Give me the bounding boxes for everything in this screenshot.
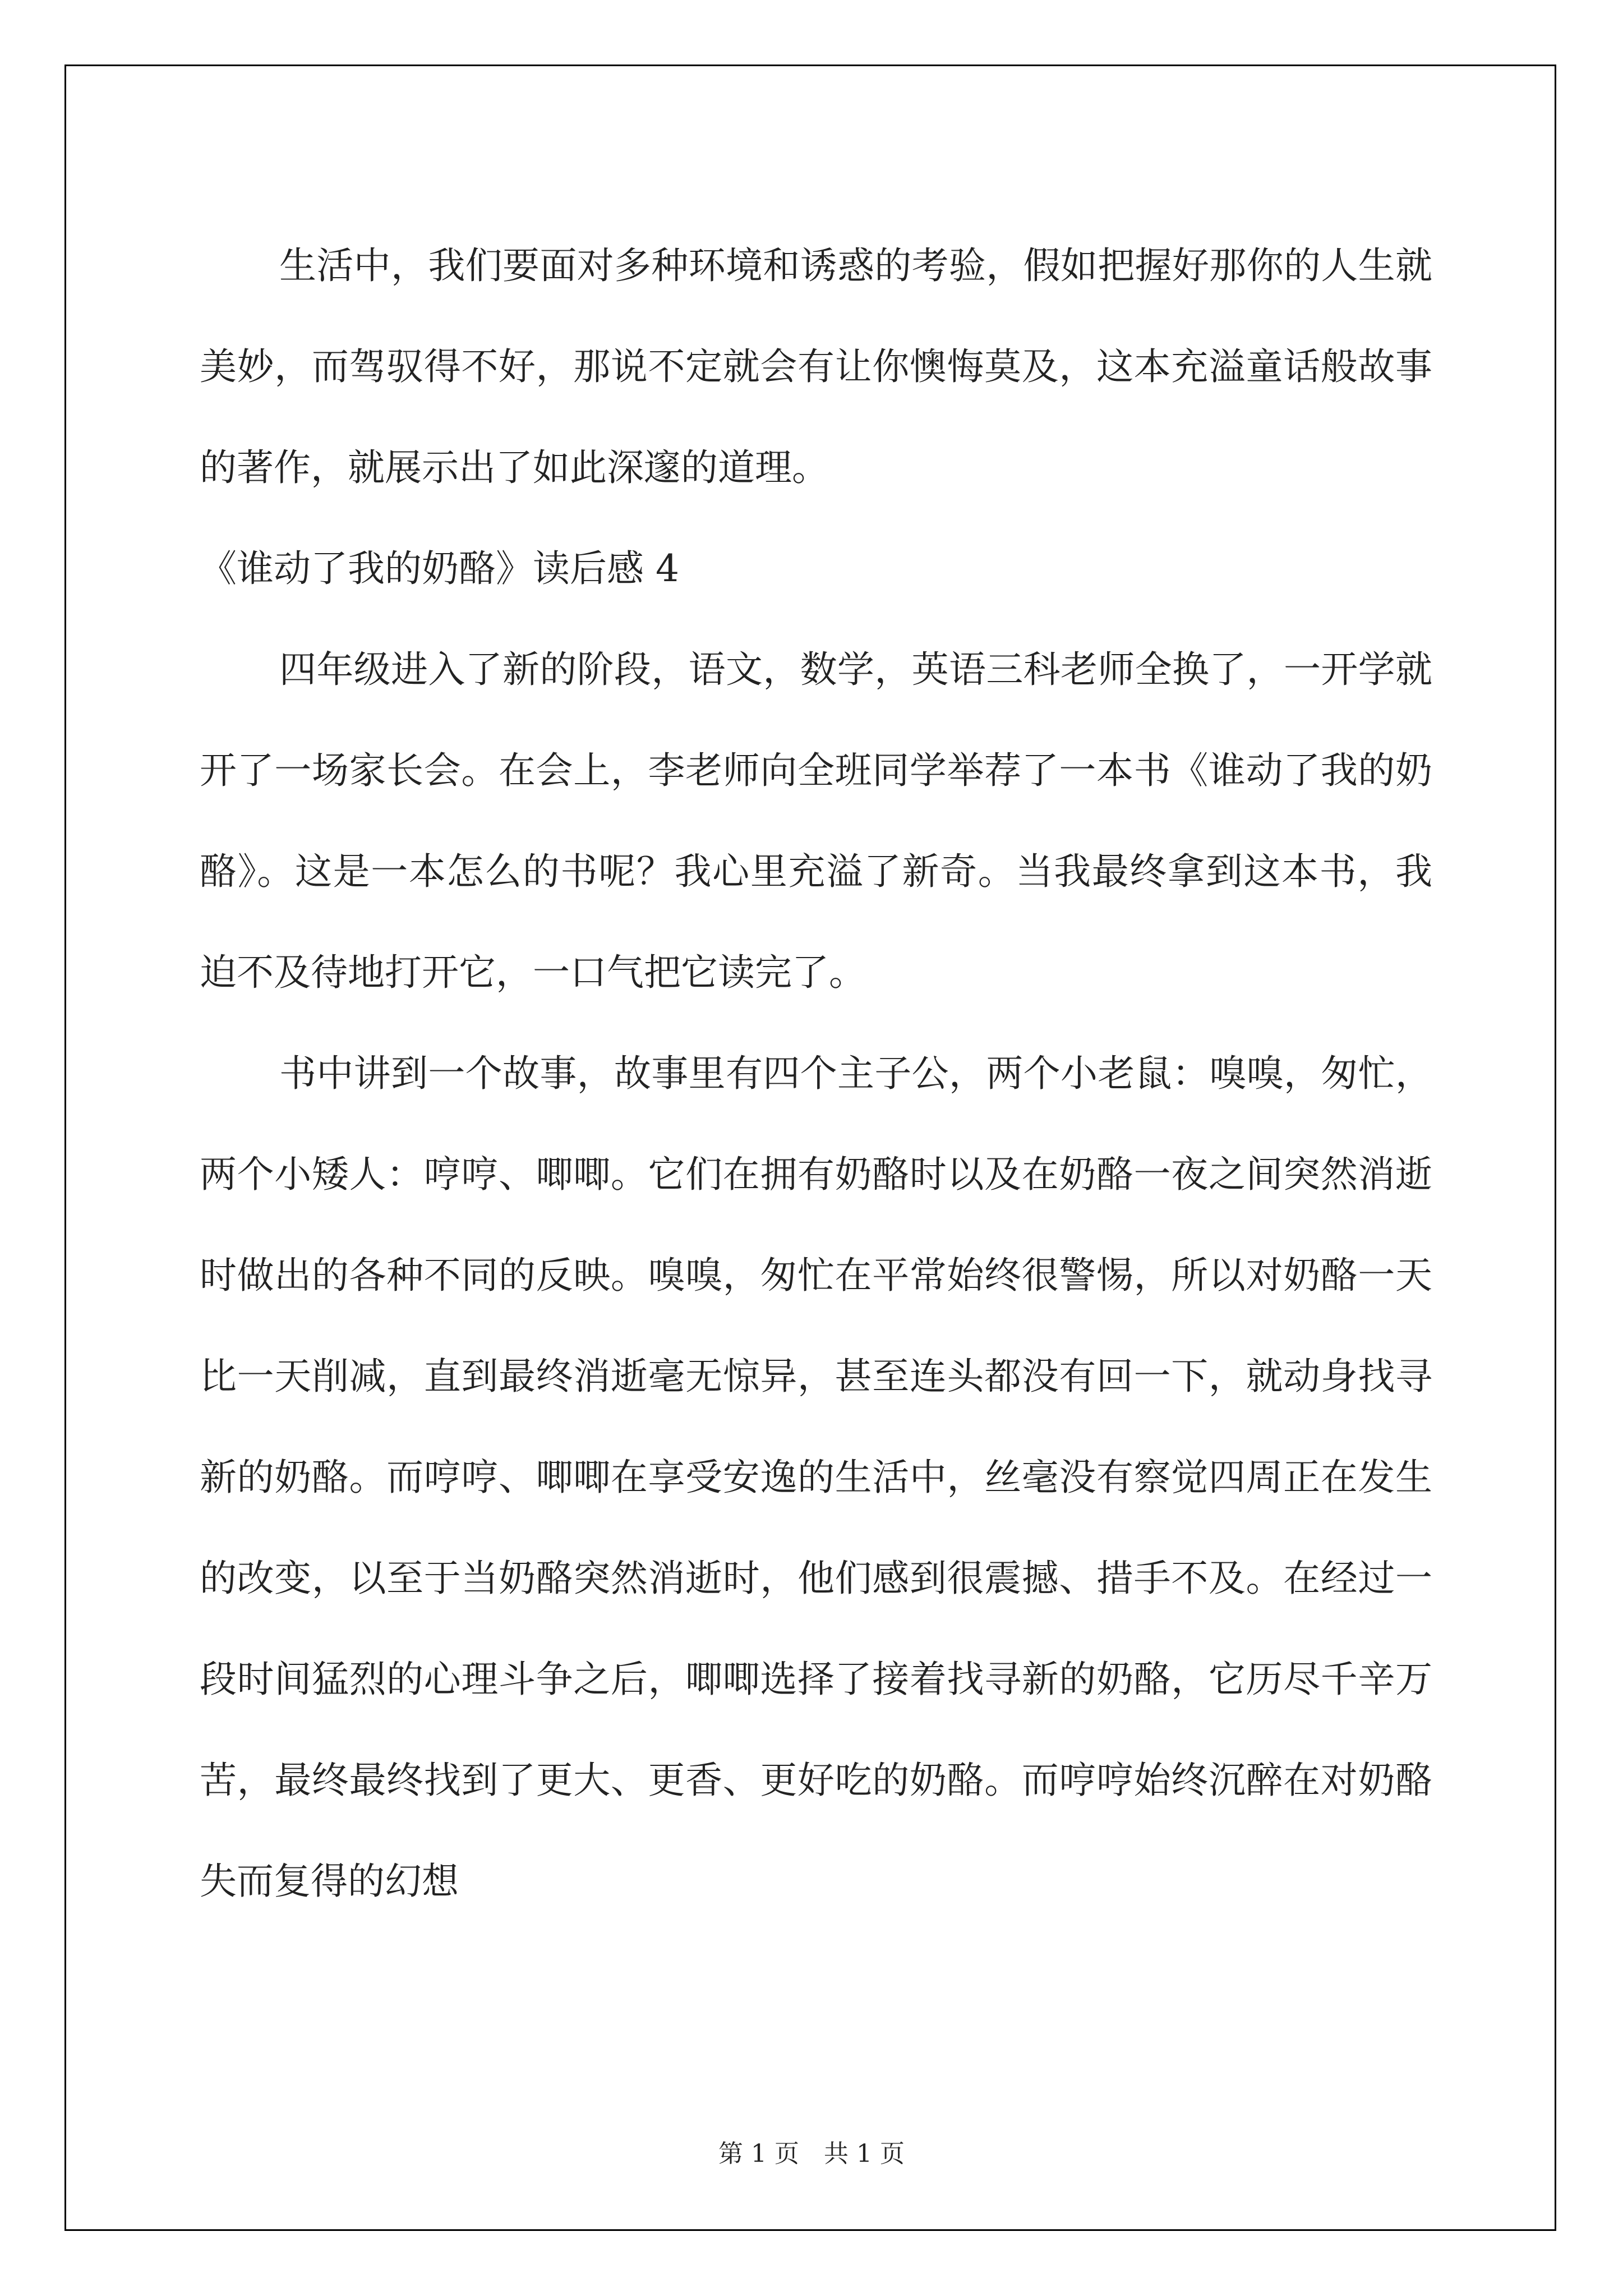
paragraph: 书中讲到一个故事，故事里有四个主子公，两个小老鼠：嗅嗅，匆忙，两个小矮人：哼哼、唧唧。它们在拥有奶酪时以及在奶酪一夜之间突然消逝时做出的各种不同的反映。嗅嗅，匆忙在平常始终很警惕，所以对奶酪一天比一天削减，直到最终消逝毫无惊异，甚至连头都没有回一下，就动身找寻新的奶酪。而哼哼、唧唧在享受安逸的生活中，丝毫没有察觉四周正在发生的改变，以至于当奶酪突然消逝时，他们感到很震撼、措手不及。在经过一段时间猛烈的心理斗争之后，唧唧选择了接着找寻新的奶酪，它历尽千辛万苦，最终最终找到了更大、更香、更好吃的奶酪。而哼哼始终沉醉在对奶酪失而复得的幻想 xyxy=(200,1052,1432,1903)
paragraph: 生活中，我们要面对多种环境和诱惑的考验，假如把握好那你的人生就美妙，而驾驭得不好，那说不定就会有让你懊悔莫及，这本充溢童话般故事的著作，就展示出了如此深邃的道理。 xyxy=(200,244,1432,489)
section-heading: 《谁动了我的奶酪》读后感 4 xyxy=(200,547,679,590)
page-number-footer: 第 1 页 共 1 页 xyxy=(718,2139,905,2168)
paragraph: 四年级进入了新的阶段，语文，数学，英语三科老师全换了，一开学就开了一场家长会。在会上，李老师向全班同学举荐了一本书《谁动了我的奶酪》。这是一本怎么的书呢？我心里充溢了新奇。当我最终拿到这本书，我迫不及待地打开它，一口气把它读完了。 xyxy=(200,648,1432,994)
document-body xyxy=(200,215,1432,1932)
